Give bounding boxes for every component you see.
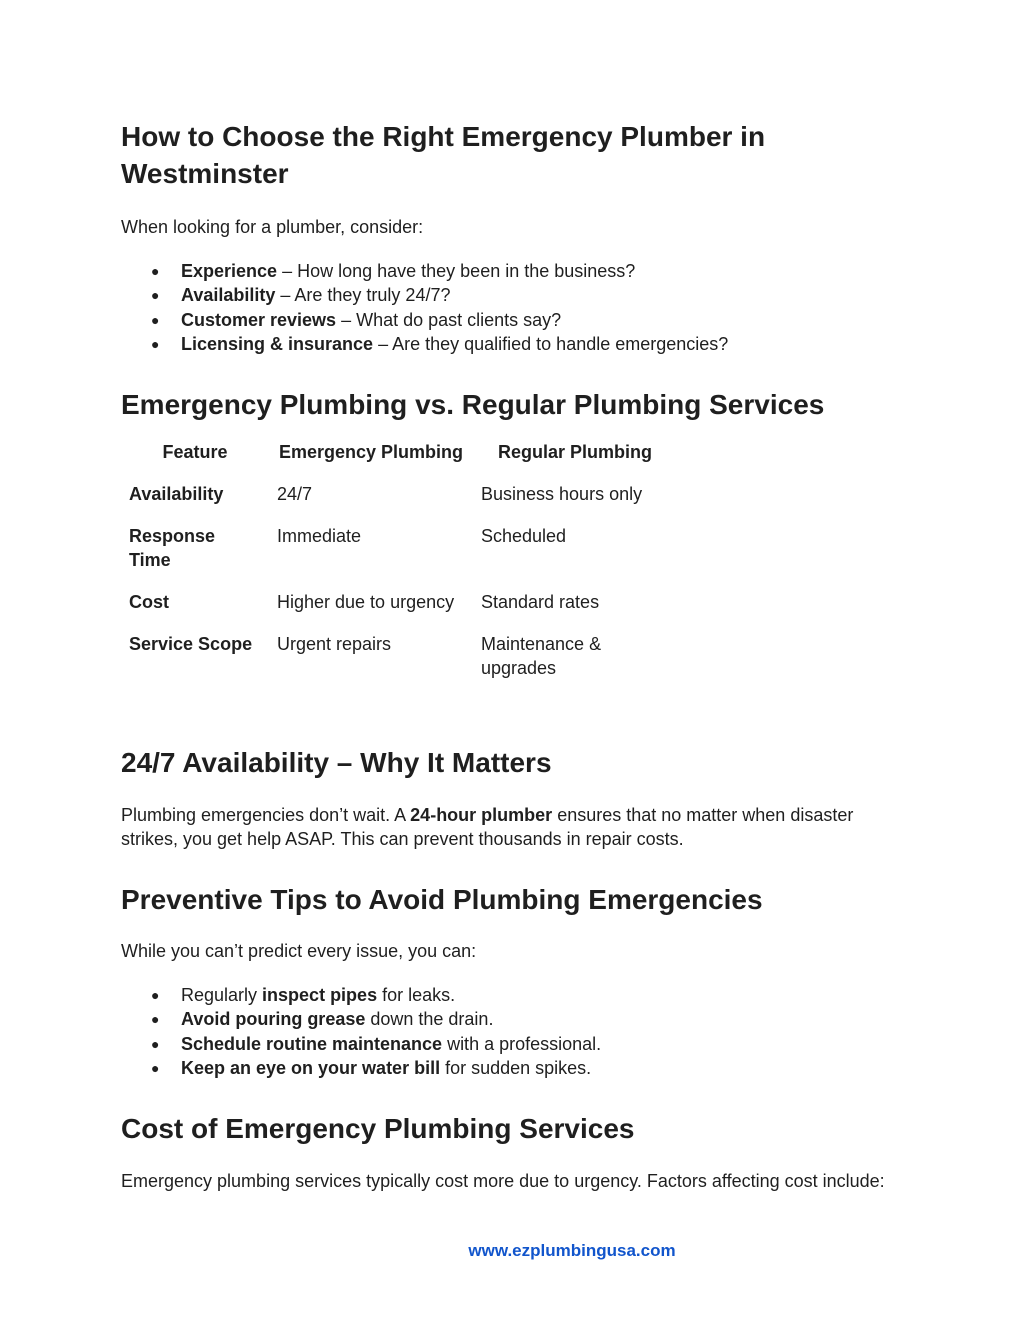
list-item-bold: Licensing & insurance — [181, 333, 374, 354]
list-item-bold: Avoid pouring grease — [181, 1009, 366, 1030]
table-header-feature: Feature — [162, 442, 228, 462]
list-item-text: – Are they truly 24/7? — [275, 285, 451, 306]
list-item-text: – Are they qualified to handle emergencies? — [373, 333, 729, 354]
availability-paragraph — [121, 803, 891, 851]
paragraph-text: Plumbing emergencies don’t wait. A — [121, 805, 411, 825]
table-cell-feature: Service Scope — [129, 634, 253, 654]
table-row — [121, 632, 677, 698]
table-header-regular: Regular Plumbing — [497, 442, 652, 462]
bullet-icon: ● — [151, 1059, 160, 1076]
choose-intro: When looking for a plumber, consider: — [121, 217, 424, 237]
section-title-choose-plumber: How to Choose the Right Emergency Plumber in Westminster — [121, 121, 766, 189]
table-row — [121, 590, 677, 632]
list-item-bold: Experience — [181, 261, 278, 281]
table-cell: Urgent repairs — [277, 634, 392, 654]
paragraph-bold: 24-hour plumber — [410, 805, 553, 825]
bullet-icon: ● — [151, 335, 160, 352]
list-item-bold: Customer reviews — [181, 309, 337, 330]
bullet-icon: ● — [151, 263, 160, 279]
list-item — [121, 283, 728, 307]
comparison-table — [121, 436, 677, 698]
table-cell: 24/7 — [277, 484, 313, 504]
list-item — [121, 983, 601, 1007]
table-cell-feature: Availability — [129, 484, 224, 504]
list-item-bold: Keep an eye on your water bill — [181, 1057, 441, 1078]
table-cell: Standard rates — [481, 592, 600, 612]
table-header-emergency: Emergency Plumbing — [278, 442, 464, 462]
cost-intro: Emergency plumbing services typically cost more due to urgency. Factors affecting cost include: — [121, 1171, 885, 1191]
list-item-bold: Availability — [181, 285, 276, 306]
table-row — [121, 482, 677, 524]
table-cell: Maintenance & upgrades — [481, 634, 602, 678]
list-item-bold: Schedule routine maintenance — [181, 1033, 443, 1054]
list-item — [121, 332, 728, 356]
list-item-text: down the drain. — [365, 1009, 494, 1030]
section-title-availability: 24/7 Availability – Why It Matters — [121, 747, 552, 778]
paragraph-text: ensures that no matter when disaster strikes, you get help ASAP. This can prevent thousands in repair costs. — [121, 805, 854, 849]
list-item-text: Regularly — [181, 985, 263, 1005]
footer-website-link[interactable]: www.ezplumbingusa.com — [468, 1241, 676, 1260]
table-cell-feature: Response Time — [129, 526, 216, 570]
table-header-row — [121, 436, 677, 482]
table-cell: Immediate — [277, 526, 362, 546]
table-cell-feature: Cost — [129, 592, 169, 612]
tips-intro: While you can’t predict every issue, you can: — [121, 941, 477, 961]
list-item-bold: inspect pipes — [262, 985, 378, 1005]
bullet-icon: ● — [151, 987, 160, 1003]
choose-criteria-list — [121, 259, 728, 356]
table-cell: Scheduled — [481, 526, 567, 546]
list-item — [121, 308, 728, 332]
table-cell: Higher due to urgency — [277, 592, 455, 612]
list-item — [121, 1056, 601, 1080]
list-item-text: – What do past clients say? — [336, 309, 562, 330]
section-title-preventive-tips: Preventive Tips to Avoid Plumbing Emergencies — [121, 884, 763, 915]
list-item — [121, 1007, 601, 1031]
list-item-text: for sudden spikes. — [440, 1057, 592, 1078]
section-title-comparison: Emergency Plumbing vs. Regular Plumbing Services — [121, 389, 825, 420]
list-item — [121, 1032, 601, 1056]
section-title-cost: Cost of Emergency Plumbing Services — [121, 1113, 635, 1144]
list-item-text: for leaks. — [377, 985, 456, 1005]
bullet-icon: ● — [151, 287, 160, 304]
tips-list — [121, 983, 601, 1080]
list-item — [121, 259, 728, 283]
table-cell: Business hours only — [481, 484, 643, 504]
list-item-text: – How long have they been in the business? — [277, 261, 636, 281]
list-item-text: with a professional. — [442, 1033, 602, 1054]
bullet-icon: ● — [151, 311, 160, 328]
table-row — [121, 524, 677, 590]
bullet-icon: ● — [151, 1011, 160, 1028]
bullet-icon: ● — [151, 1035, 160, 1052]
